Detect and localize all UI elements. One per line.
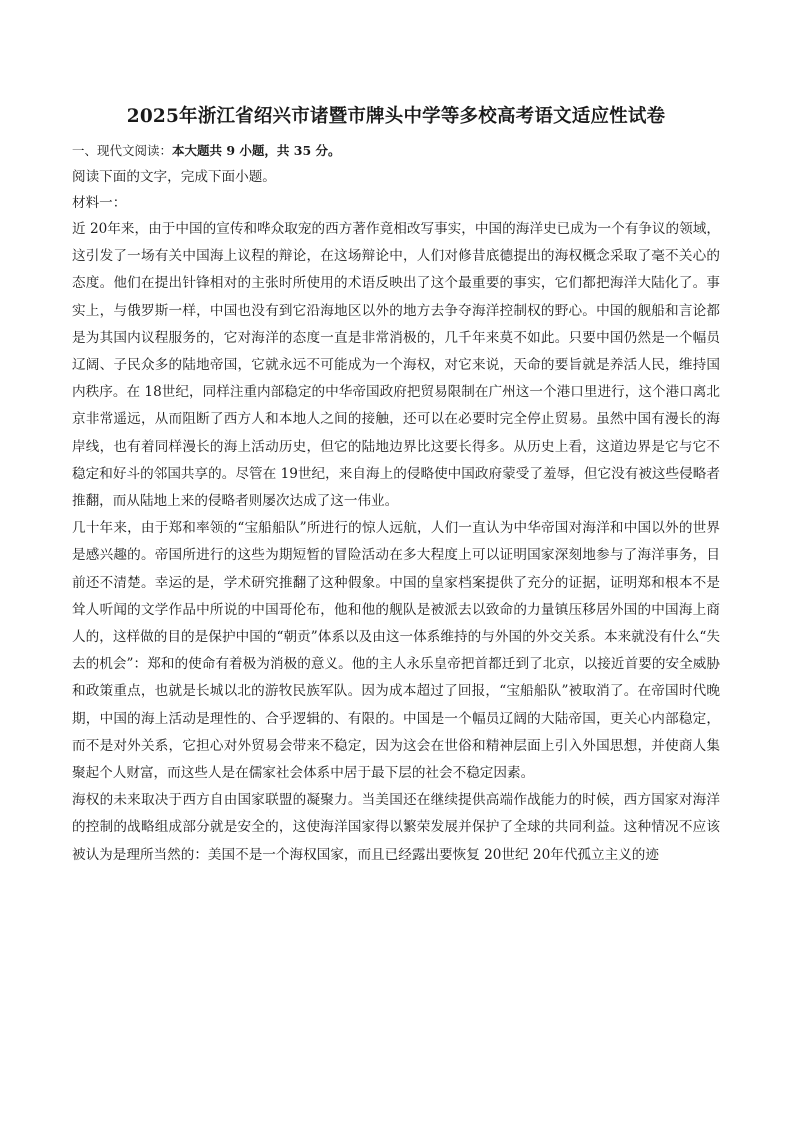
exam-title: 2025年浙江省绍兴市诸暨市牌头中学等多校高考语文适应性试卷: [126, 106, 666, 127]
section-name: 现代文阅读：: [97, 143, 173, 158]
section-number: 一、: [72, 143, 98, 158]
document-page: [72, 100, 720, 869]
material-label: 材料一：: [72, 195, 127, 211]
paragraph-3: 海权的未来取决于西方自由国家联盟的凝聚力。当美国还在继续提供高端作战能力的时候，西方国家对海洋的控制的战略组成部分就是安全的，这使海洋国家得以繁荣发展并保护了全球的共同利益。这种情况不应该被认为是理所当然的：美国不是一个海权国家，而且已经露出要恢复 20世纪 20年代孤立主义的迹: [72, 792, 720, 863]
section-heading: [72, 138, 720, 164]
section-info: 本大题共 9 小题，共 35 分。: [172, 143, 341, 158]
reading-instruction: 阅读下面的文字，完成下面小题。: [72, 169, 276, 185]
paragraph-2: 几十年来，由于郑和率领的“宝船船队”所进行的惊人远航，人们一直认为中华帝国对海洋和中国以外的世界是感兴趣的。帝国所进行的这些为期短暂的冒险活动在多大程度上可以证明国家深刻地参与了海洋事务，目前还不清楚。幸运的是，学术研究推翻了这种假象。中国的皇家档案提供了充分的证据，证明郑和根本不是耸人听闻的文学作品中所说的中国哥伦布，他和他的舰队是被派去以致命的力量镇压移居外国的中国海上商人的，这样做的目的是保护中国的“朝贡”体系以及由这一体系维持的与外国的外交关系。本来就没有什么“失去的机会”：郑和的使命有着极为消极的意义。他的主人永乐皇帝把首都迁到了北京，以接近首要的安全威胁和政策重点，也就是长城以北的游牧民族军队。因为成本超过了回报，“宝船船队”被取消了。在帝国时代晚期，中国的海上活动是理性的、合乎逻辑的、有限的。中国是一个幅员辽阔的大陆帝国，更关心内部稳定，而不是对外关系，它担心对外贸易会带来不稳定，因为这会在世俗和精神层面上引入外国思想，并使商人集聚起个人财富，而这些人是在儒家社会体系中居于最下层的社会不稳定因素。: [72, 520, 720, 782]
paragraph-1: 近 20年来，由于中国的宣传和哗众取宠的西方著作竟相改写事实，中国的海洋史已成为一个有争议的领域，这引发了一场有关中国海上议程的辩论，在这场辩论中，人们对修昔底德提出的海权概念采取了毫不关心的态度。他们在提出针锋相对的主张时所使用的术语反映出了这个最重要的事实，它们都把海洋大陆化了。事实上，与俄罗斯一样，中国也没有到它沿海地区以外的地方去争夺海洋控制权的野心。中国的舰船和言论都是为其国内议程服务的，它对海洋的态度一直是非常消极的，几千年来莫不如此。只要中国仍然是一个幅员辽阔、子民众多的陆地帝国，它就永远不可能成为一个海权，对它来说，天命的要旨就是养活人民，维持国内秩序。在 18世纪，同样注重内部稳定的中华帝国政府把贸易限制在广州这一个港口里进行，这个港口离北京非常遥远，从而阻断了西方人和本地人之间的接触，还可以在必要时完全停止贸易。虽然中国有漫长的海岸线，也有着同样漫长的海上活动历史，但它的陆地边界比这要长得多。从历史上看，这道边界是它与它不稳定和好斗的邻国共享的。尽管在 19世纪，来自海上的侵略使中国政府蒙受了羞辱，但它没有被这些侵略者推翻，而从陆地上来的侵略者则屡次达成了这一伟业。: [72, 221, 720, 510]
